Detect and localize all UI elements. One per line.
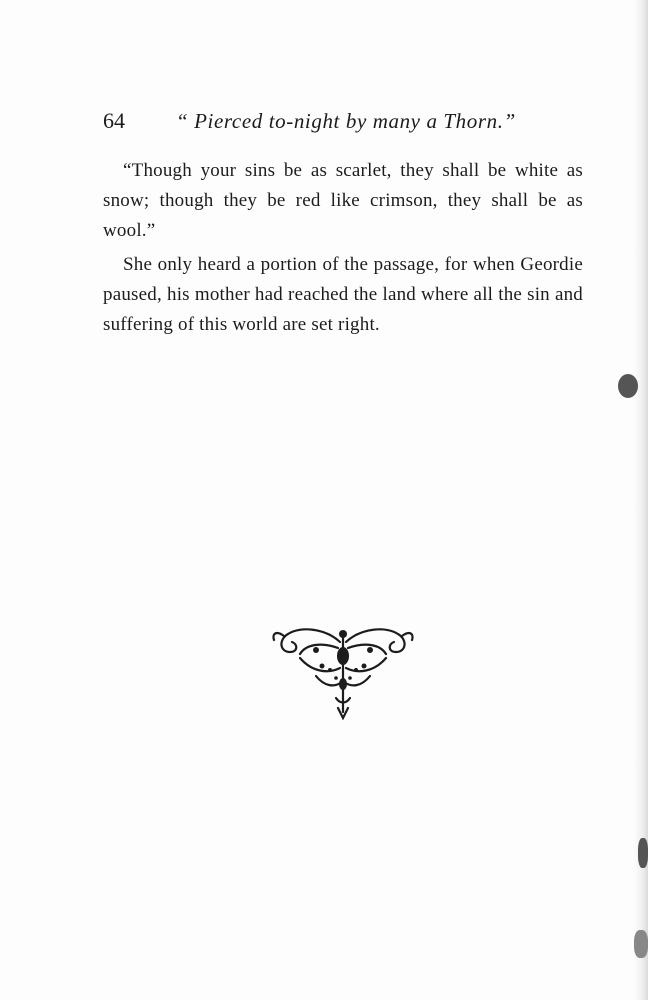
page-number: 64 xyxy=(103,108,125,133)
margin-blot-mark xyxy=(638,838,648,868)
running-head xyxy=(103,106,583,136)
paragraph-narrative: She only heard a portion of the passage, for when Geordie paused, his mother had reached the land where all the sin and suffering of this world are set right. xyxy=(103,254,583,335)
margin-blot-mark xyxy=(618,374,638,398)
paragraph-quotation: “Though your sins be as scarlet, they shall be white as snow; though they be red like crimson, they shall be as wool.” xyxy=(103,160,583,241)
floral-tailpiece-icon xyxy=(270,620,416,720)
running-title: “ Pierced to-night by many a Thorn.” xyxy=(176,109,516,133)
body-text xyxy=(103,156,583,344)
margin-blot-mark xyxy=(634,930,648,958)
